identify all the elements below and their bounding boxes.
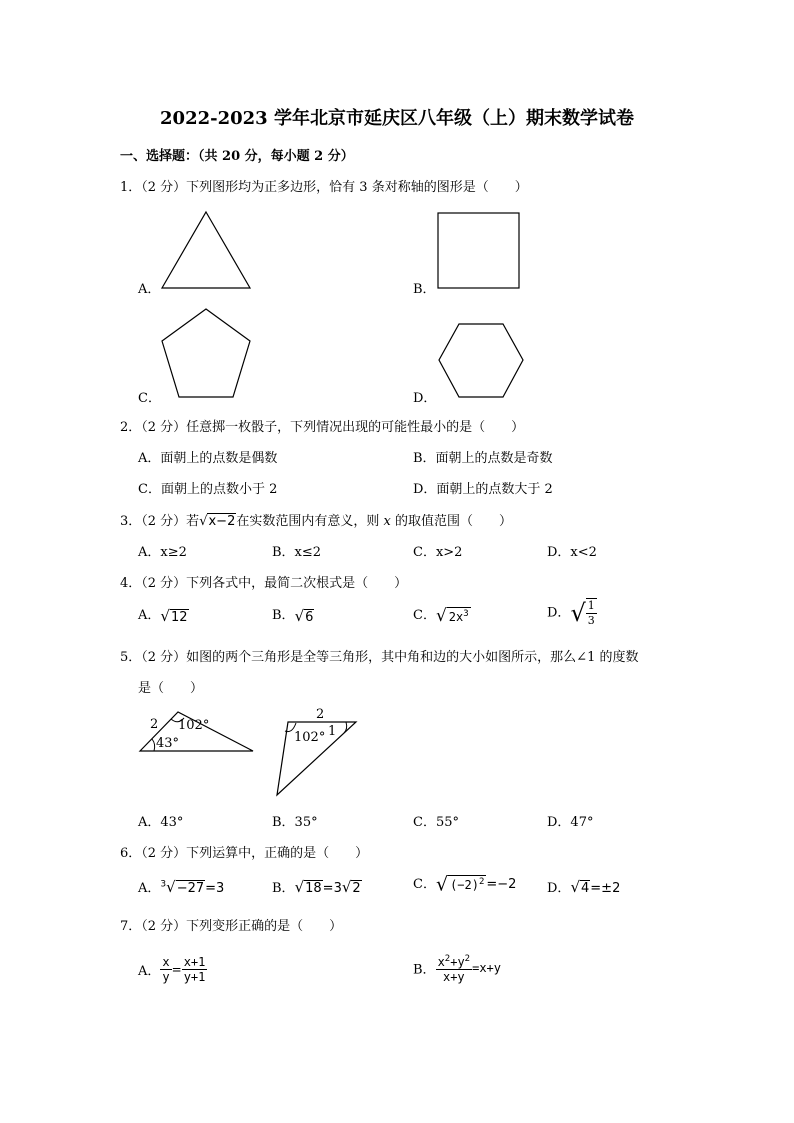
- q6-a-result: =3: [205, 881, 225, 896]
- question-1-stem: 1．（2 分）下列图形均为正多边形，恰有 3 条对称轴的图形是（ ）: [120, 180, 528, 195]
- q4-d-numerator: 1: [587, 599, 595, 612]
- q4-option-c[interactable]: [413, 604, 471, 626]
- q4-c-base: 2x: [448, 609, 464, 624]
- q4-c-exponent: 3: [463, 608, 469, 619]
- q3-variable: x: [383, 514, 391, 529]
- q2-option-a[interactable]: A．面朝上的点数是偶数: [138, 451, 278, 466]
- q7-b-fraction: [436, 952, 473, 984]
- q5-option-b[interactable]: B．35°: [272, 815, 318, 830]
- q5-option-c[interactable]: C．55°: [413, 815, 459, 830]
- q7-b-num-exp2: 2: [464, 954, 471, 964]
- q6-c-radicand: [448, 875, 486, 892]
- q3-radical: √x−2: [199, 514, 236, 529]
- q6-option-a[interactable]: [138, 877, 224, 896]
- question-6-stem: 6．（2 分）下列运算中，正确的是（ ）: [120, 846, 369, 861]
- q3-radicand: x−2: [208, 514, 236, 529]
- q3-stem-end: 的取值范围（ ）: [390, 514, 512, 529]
- q4-d-radical: √ $\frac{1}{3}$: [570, 599, 595, 627]
- q7-b-numerator: [436, 952, 473, 970]
- q4-a-radicand: 12: [170, 609, 188, 625]
- q6-b-result: =3: [322, 881, 342, 896]
- q6-c-radical-sign: √: [435, 873, 449, 896]
- q6-c-base: (−2): [450, 878, 479, 892]
- q1-option-c-label: C．: [138, 391, 161, 406]
- q3-stem-start: 3．（2 分）若: [120, 514, 200, 529]
- q4-c-label: C．: [413, 608, 436, 623]
- q7-a-equals: =: [171, 962, 182, 977]
- q6-d-label: D．: [547, 881, 571, 896]
- q6-a-radical-sign: √: [166, 878, 176, 896]
- q2-option-d[interactable]: D．面朝上的点数大于 2: [413, 482, 553, 497]
- q5-option-d[interactable]: D．47°: [547, 815, 594, 830]
- question-4-stem: 4．（2 分）下列各式中，最简二次根式是（ ）: [120, 576, 408, 591]
- q6-c-label: C．: [413, 877, 436, 892]
- q7-b-num-x: x: [437, 955, 445, 969]
- q6-b-radicand: 18: [305, 881, 322, 896]
- q5-left-angle-left: 43°: [156, 736, 180, 751]
- q6-b-label: B．: [272, 881, 295, 896]
- q5-right-side-label: 2: [316, 707, 325, 722]
- q7-a-right-numerator: x+1: [183, 955, 206, 969]
- q3-option-d[interactable]: D．x<2: [547, 545, 597, 560]
- q1-option-d-label: D．: [413, 391, 437, 406]
- q5-left-side-label: 2: [150, 717, 159, 732]
- q7-b-denominator: x+y: [442, 970, 465, 984]
- hexagon-icon[interactable]: [437, 322, 525, 400]
- q5-left-angle-top: 102°: [178, 718, 210, 733]
- q6-d-radicand: 4: [581, 881, 590, 896]
- q2-option-c[interactable]: C．面朝上的点数小于 2: [138, 482, 278, 497]
- q6-option-b[interactable]: [272, 877, 362, 896]
- page-title: 2022-2023 学年北京市延庆区八年级（上）期末数学试卷: [160, 108, 634, 129]
- q7-b-num-y: +y: [450, 955, 465, 969]
- q4-d-fraction: [586, 598, 597, 628]
- q6-option-d[interactable]: [547, 877, 620, 896]
- q4-a-radical: √12: [160, 606, 188, 625]
- question-5-stem-line2: 是（ ）: [138, 681, 204, 696]
- question-5-stem-line1: 5．（2 分）如图的两个三角形是全等三角形，其中角和边的大小如图所示，那么∠1 的度数: [120, 650, 639, 665]
- q7-option-b[interactable]: [413, 952, 501, 984]
- q4-d-denominator: 3: [587, 614, 595, 627]
- q7-a-left-fraction: [160, 955, 171, 984]
- q7-a-label: A．: [138, 964, 161, 979]
- q7-b-num-exp1: 2: [444, 954, 451, 964]
- q4-option-d[interactable]: [547, 598, 597, 628]
- square-icon[interactable]: [437, 211, 521, 289]
- q4-option-b[interactable]: [272, 604, 314, 625]
- q1-option-a-label: A．: [138, 282, 161, 297]
- q7-a-left-denominator: y: [162, 970, 170, 984]
- pentagon-icon[interactable]: [160, 307, 252, 399]
- q4-b-radicand: 6: [305, 609, 314, 625]
- q6-a-radicand: −27: [176, 881, 205, 896]
- question-7-stem: 7．（2 分）下列变形正确的是（ ）: [120, 919, 343, 934]
- section-heading: 一、选择题：（共 20 分，每小题 2 分）: [120, 149, 354, 164]
- q4-a-label: A．: [138, 608, 161, 623]
- q7-a-left-numerator: x: [162, 955, 170, 969]
- q4-b-radical: √6: [294, 606, 314, 625]
- q7-a-right-fraction: [182, 955, 208, 984]
- q7-b-result: =x+y: [472, 961, 501, 975]
- q3-stem-mid: 在实数范围内有意义，则: [236, 514, 384, 529]
- q4-d-label: D．: [547, 605, 571, 621]
- q6-option-c[interactable]: [413, 873, 516, 896]
- question-2-stem: 2．（2 分）任意掷一枚骰子，下列情况出现的可能性最小的是（ ）: [120, 420, 525, 435]
- question-3-stem: [120, 510, 512, 529]
- q6-c-exponent: 2: [478, 877, 485, 887]
- q6-d-result: =±2: [590, 881, 621, 896]
- q2-option-b[interactable]: B．面朝上的点数是奇数: [413, 451, 553, 466]
- q4-option-a[interactable]: [138, 604, 189, 625]
- q7-a-right-denominator: y+1: [183, 970, 206, 984]
- q6-c-result: =−2: [486, 877, 517, 892]
- q4-c-radical: √ $2x^3$: [435, 605, 469, 626]
- q7-option-a[interactable]: [138, 955, 207, 984]
- q3-option-a[interactable]: A．x≥2: [138, 545, 187, 560]
- q7-b-label: B．: [413, 962, 436, 978]
- q6-d-radical-sign: √: [570, 878, 580, 896]
- q6-a-label: A．: [138, 881, 161, 896]
- triangle-icon[interactable]: [160, 210, 252, 290]
- q6-b-radicand-2: 2: [352, 881, 361, 896]
- q1-option-b-label: B．: [413, 282, 436, 297]
- q6-b-radical-sign: √: [294, 878, 305, 896]
- q5-option-a[interactable]: A．43°: [138, 815, 184, 830]
- q6-b-radical-sign-2: √: [341, 878, 352, 896]
- q6-a-root-index: 3: [160, 879, 167, 890]
- q3-option-b[interactable]: B．x≤2: [272, 545, 322, 560]
- q5-right-angle-1: 1: [328, 724, 337, 739]
- q3-option-c[interactable]: C．x>2: [413, 545, 463, 560]
- q4-c-radicand: [447, 607, 471, 624]
- q5-right-angle-left: 102°: [294, 730, 326, 745]
- q4-b-label: B．: [272, 608, 295, 623]
